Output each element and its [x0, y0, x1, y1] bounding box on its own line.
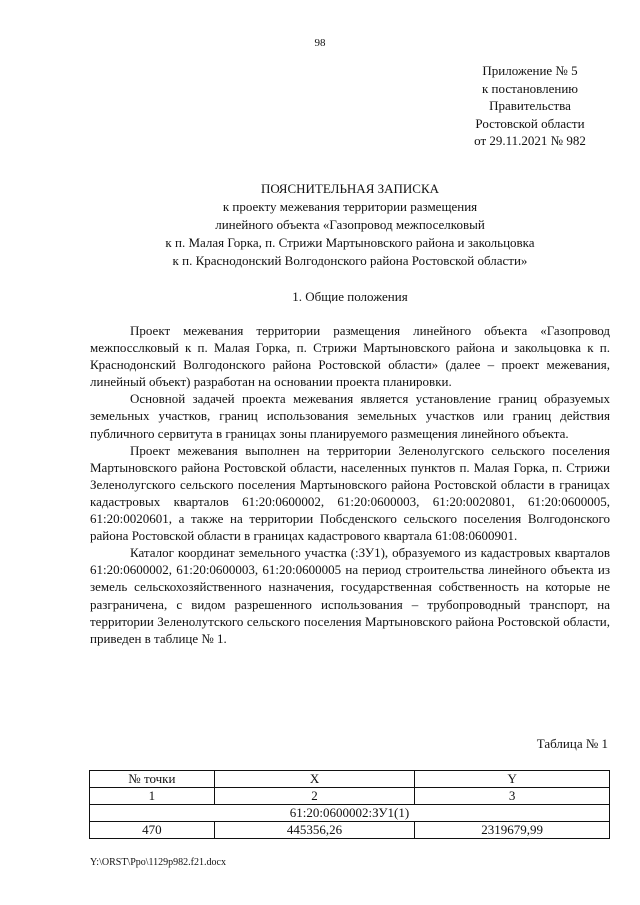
header-point-number: № точки	[90, 771, 215, 788]
section-heading: 1. Общие положения	[292, 289, 408, 304]
document-title	[80, 180, 620, 270]
appendix-line: Правительства	[489, 98, 571, 113]
appendix-line: от 29.11.2021 № 982	[474, 133, 586, 148]
paragraph: Проект межевания территории размещения линейного объекта «Газопровод межпосслковый к п. Малая Горка, п. Стрижи Мартыновского района и закольцовка к п. Краснодонский Волгодонского района Ростовской области» (далее – проект межевания, линейный объект) разработан на основании проекта планировки.	[90, 323, 610, 390]
header-y: Y	[415, 771, 610, 788]
table-index-row	[90, 788, 610, 805]
group-label: 61:20:0600002:ЗУ1(1)	[90, 805, 610, 822]
table-row	[90, 822, 610, 839]
title-line: линейного объекта «Газопровод межпоселковый	[215, 217, 485, 232]
table-header-row	[90, 771, 610, 788]
paragraph: Основной задачей проекта межевания является установление границ образуемых земельных участков, границ использования земельных участков или границ действия публичного сервитута в границах зоны планируемого размещения линейного объекта.	[90, 391, 610, 441]
table-cell: 2319679,99	[415, 822, 610, 839]
title-line: к проекту межевания территории размещения	[222, 199, 478, 214]
appendix-block	[430, 62, 630, 150]
paragraph: Проект межевания выполнен на территории Зеленолугского сельского поселения Мартыновского района Ростовской области, населенных пунктов п. Малая Горка, п. Стрижи Зеленолугского сельского поселения Мартыновского района Ростовской области в границах кадастровых кварталов 61:20:0600002, 61:20:0600003, 61:20:0020801, 61:20:0600005, 61:20:0020601, а также на территории Побсденского сельского поселения Волгодонского района Ростовской области в границах кадастрового квартала 61:08:0600901.	[90, 442, 610, 544]
body-text	[90, 322, 610, 647]
header-x: X	[214, 771, 415, 788]
table-cell: 3	[415, 788, 610, 805]
table-cell: 1	[90, 788, 215, 805]
appendix-line: Приложение № 5	[482, 63, 578, 78]
footer-file-path: Y:\ORST\Ppo\1129p982.f21.docx	[90, 857, 226, 868]
appendix-line: к постановлению	[481, 80, 579, 96]
title-line: к п. Малая Горка, п. Стрижи Мартыновского района и закольцовка	[165, 235, 535, 250]
table-cell: 2	[214, 788, 415, 805]
table-cell: 445356,26	[214, 822, 415, 839]
appendix-line: Ростовской области	[475, 115, 585, 131]
page-number: 98	[314, 37, 326, 49]
table-group-row	[90, 805, 610, 822]
title-heading: ПОЯСНИТЕЛЬНАЯ ЗАПИСКА	[260, 181, 440, 196]
table-caption: Таблица № 1	[536, 736, 608, 751]
coordinates-table	[89, 770, 610, 839]
title-line: к п. Краснодонский Волгодонского района Ростовской области»	[172, 253, 528, 268]
table-cell: 470	[90, 822, 215, 839]
paragraph: Каталог координат земельного участка (:ЗУ1), образуемого из кадастровых кварталов 61:20:0600002, 61:20:0600003, 61:20:0600005 на период строительства линейного объекта из земель сельскохозяйственного назначения, государственная собственность на которые не разграничена, с видом разрешенного использования – трубопроводный транспорт, на территории Зеленолутского сельского поселения Мартыновского района Ростовской области, приведен в таблице № 1.	[90, 545, 610, 646]
